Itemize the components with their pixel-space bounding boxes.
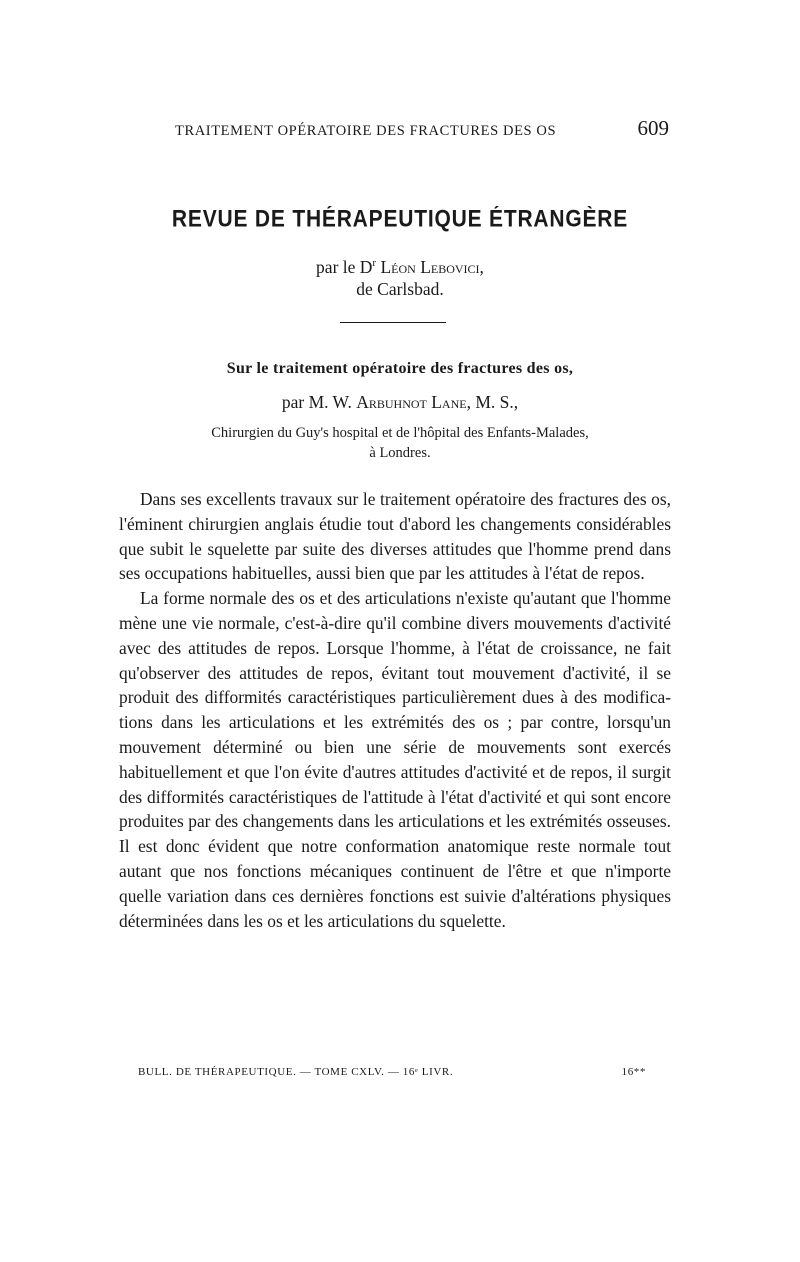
footer-sheet-mark: 16** [621,1066,646,1078]
article-body [119,487,671,933]
author-prefix: par M. W. [281,392,352,412]
running-title: TRAITEMENT OPÉRATOIRE DES FRACTURES DES OS [175,123,557,139]
article-title: Sur le traitement opératoire des fractures des os, [226,360,574,377]
byline-prefix: par le D [316,257,373,277]
author-name: Arbuhnot Lane, [356,392,471,412]
body-paragraph: Dans ses excellents travaux sur le traitement opératoire des fractures des os, l'éminent chirurgien anglais étudie tout d'abord les changements considérables que subit le squelette par suite des diverses attitudes que l'homme prend dans ses occupations habituelles, aussi bien que par les attitudes à l'état de repos. [119,489,671,584]
divider-rule [340,322,446,323]
article-author [0,392,800,413]
byline-author [0,256,800,278]
section-title: REVUE DE THÉRAPEUTIQUE ÉTRANGÈRE [171,206,629,233]
author-suffix: M. S., [475,392,519,412]
author-affiliation [0,423,800,463]
affiliation-line-1: Chirurgien du Guy's hospital et de l'hôpital des Enfants-Malades, [211,425,589,441]
byline-name: Léon Lebovici, [380,257,484,277]
running-header [175,116,669,141]
page-number: 609 [637,116,669,140]
byline-sup: r [372,257,377,270]
footer-signature: BULL. DE THÉRAPEUTIQUE. — TOME CXLV. — 16ᵉ LIVR. [138,1066,454,1078]
section-byline [0,256,800,300]
body-paragraph: La forme normale des os et des articulations n'existe qu'autant que l'homme mène une vie normale, c'est-à-dire qu'il combine divers mouvements d'activité avec des attitudes de repos. Lorsque l'homme, à l'état de croissance, ne fait qu'observer des attitudes de repos, évitant tout mouvement d'activité, il se produit des difformités caractéristiques particulièrement dues à des modifications dans les articulations et les extrémités des os ; par contre, lorsqu'un mouvement déterminé ou bien une série de mouvements sont exercés habituellement et que l'on évite d'autres attitudes d'activité et de repos, il surgit des difformités caractéristiques de l'attitude à l'état d'activité et qui sont encore produites par des changements dans les articulations et les extrémités osseuses. Il est donc évident que notre conformation anatomique reste normale tout autant que nos fonctions mécaniques continuent de l'être et que n'importe quelle variation dans ces dernières fonctions est suivie d'altérations physiques déterminées dans les os et les articulations du squelette. [119,588,671,931]
page-footer [138,1066,646,1078]
affiliation-line-2: à Londres. [369,445,431,461]
byline-place: de Carlsbad. [356,279,444,299]
